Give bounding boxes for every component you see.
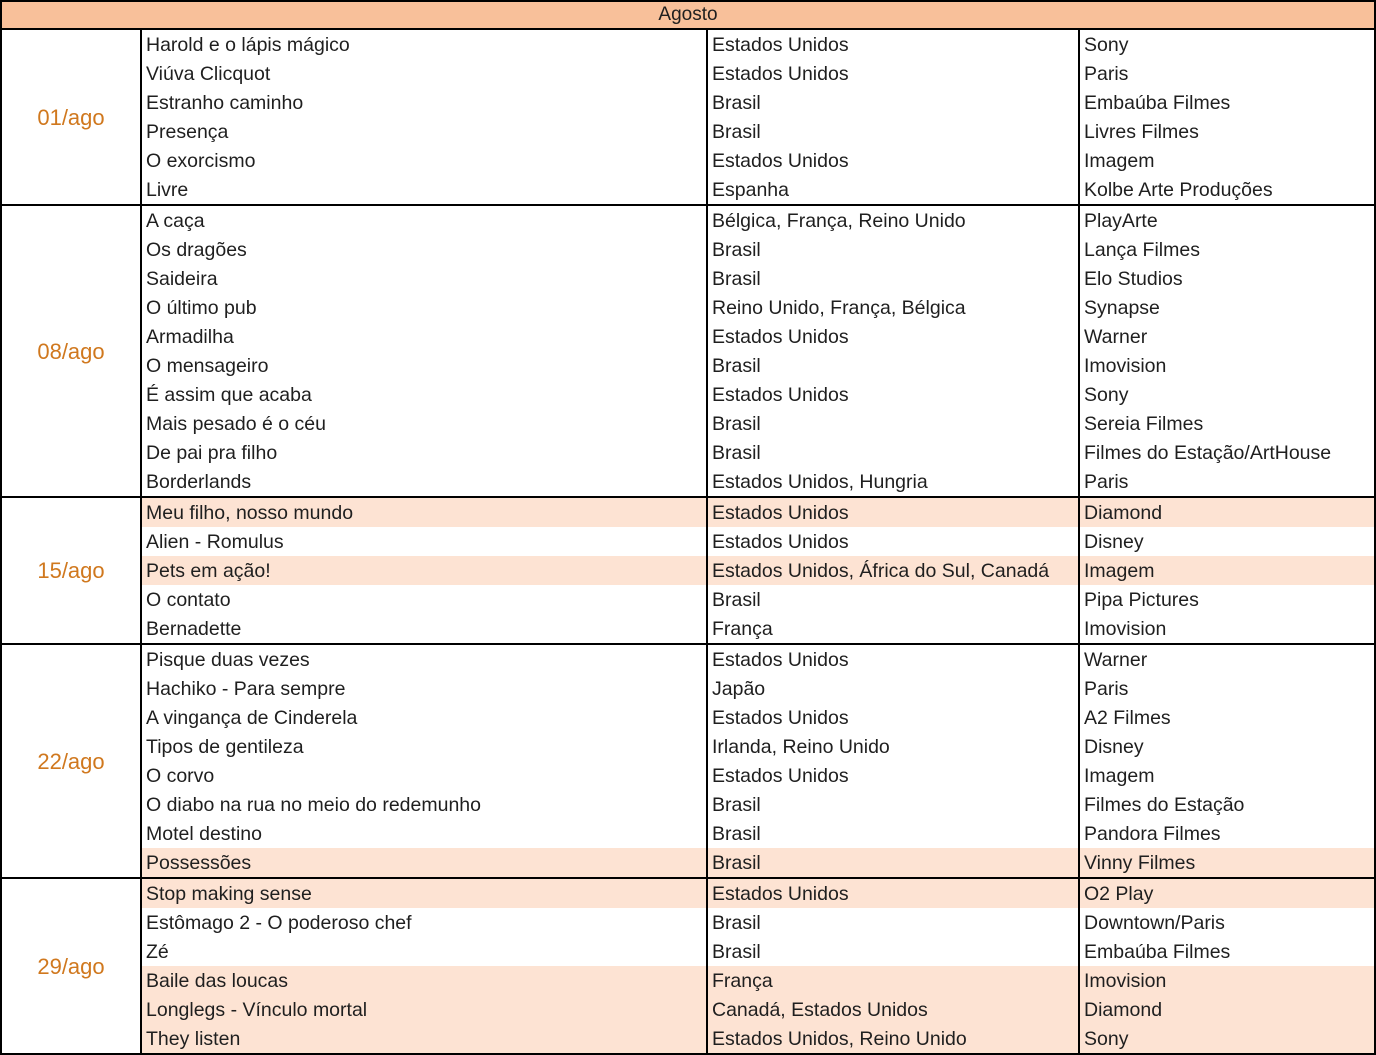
- film-country: França: [708, 966, 1080, 995]
- film-country: Brasil: [708, 351, 1080, 380]
- table-row: [142, 380, 1374, 409]
- film-rows: [142, 645, 1374, 877]
- film-country: Estados Unidos: [708, 498, 1080, 527]
- table-row: [142, 59, 1374, 88]
- table-row: [142, 146, 1374, 175]
- film-distributor: Lança Filmes: [1084, 239, 1200, 261]
- film-distributor: Pandora Filmes: [1084, 823, 1221, 845]
- film-country: Estados Unidos: [708, 380, 1080, 409]
- film-title: O exorcismo: [142, 146, 708, 175]
- film-country: Brasil: [708, 908, 1080, 937]
- film-distributor: Imagem: [1084, 765, 1155, 787]
- film-country: Espanha: [708, 175, 1080, 204]
- film-distributor: Imagem: [1084, 560, 1155, 582]
- film-title: Saideira: [142, 264, 708, 293]
- film-country: Estados Unidos, África do Sul, Canadá: [708, 556, 1080, 585]
- film-rows: [142, 30, 1374, 204]
- film-distributor: Downtown/Paris: [1084, 912, 1225, 934]
- film-country: Brasil: [708, 88, 1080, 117]
- film-title: Mais pesado é o céu: [142, 409, 708, 438]
- film-distributor: Paris: [1084, 678, 1129, 700]
- film-distributor: Filmes do Estação: [1084, 794, 1245, 816]
- film-country: Brasil: [708, 790, 1080, 819]
- table-row: [142, 438, 1374, 467]
- film-title: Viúva Clicquot: [142, 59, 708, 88]
- film-rows: [142, 206, 1374, 496]
- film-title: Armadilha: [142, 322, 708, 351]
- film-distributor: Warner: [1084, 326, 1148, 348]
- table-row: [142, 556, 1374, 585]
- table-row: [142, 206, 1374, 235]
- table-row: [142, 117, 1374, 146]
- table-row: [142, 645, 1374, 674]
- film-country: Brasil: [708, 819, 1080, 848]
- film-title: Motel destino: [142, 819, 708, 848]
- month-header: [0, 0, 1376, 30]
- film-country: França: [708, 614, 1080, 643]
- film-title: O contato: [142, 585, 708, 614]
- table-row: [142, 819, 1374, 848]
- table-row: [142, 498, 1374, 527]
- table-row: [142, 703, 1374, 732]
- film-rows: [142, 879, 1374, 1053]
- film-country: Brasil: [708, 937, 1080, 966]
- table-row: [142, 674, 1374, 703]
- film-distributor: O2 Play: [1084, 883, 1154, 905]
- month-title: Agosto: [658, 4, 718, 25]
- film-distributor: Paris: [1084, 471, 1129, 493]
- table-row: [142, 585, 1374, 614]
- week-date: 15/ago: [2, 498, 142, 643]
- film-rows: [142, 498, 1374, 643]
- film-title: Pisque duas vezes: [142, 645, 708, 674]
- film-title: Tipos de gentileza: [142, 732, 708, 761]
- film-distributor: Livres Filmes: [1084, 121, 1199, 143]
- film-title: Estômago 2 - O poderoso chef: [142, 908, 708, 937]
- week-block: [0, 498, 1376, 645]
- table-row: [142, 293, 1374, 322]
- film-distributor: Synapse: [1084, 297, 1160, 319]
- film-country: Estados Unidos: [708, 146, 1080, 175]
- table-row: [142, 322, 1374, 351]
- film-distributor: Embaúba Filmes: [1084, 92, 1231, 114]
- film-title: Baile das loucas: [142, 966, 708, 995]
- week-block: [0, 30, 1376, 206]
- film-title: Alien - Romulus: [142, 527, 708, 556]
- film-title: Meu filho, nosso mundo: [142, 498, 708, 527]
- film-distributor: Imagem: [1084, 150, 1155, 172]
- table-row: [142, 908, 1374, 937]
- film-distributor: Sereia Filmes: [1084, 413, 1204, 435]
- film-title: Bernadette: [142, 614, 708, 643]
- table-row: [142, 175, 1374, 204]
- table-row: [142, 732, 1374, 761]
- film-country: Brasil: [708, 848, 1080, 877]
- film-distributor: A2 Filmes: [1084, 707, 1171, 729]
- film-title: Presença: [142, 117, 708, 146]
- film-title: Stop making sense: [142, 879, 708, 908]
- week-date: 08/ago: [2, 206, 142, 496]
- week-date: 29/ago: [2, 879, 142, 1053]
- film-country: Japão: [708, 674, 1080, 703]
- film-country: Brasil: [708, 409, 1080, 438]
- film-country: Estados Unidos: [708, 527, 1080, 556]
- film-country: Estados Unidos, Hungria: [708, 467, 1080, 496]
- film-title: O diabo na rua no meio do redemunho: [142, 790, 708, 819]
- week-block: [0, 645, 1376, 879]
- film-distributor: Kolbe Arte Produções: [1084, 179, 1273, 201]
- film-country: Brasil: [708, 117, 1080, 146]
- film-distributor: Warner: [1084, 649, 1148, 671]
- film-distributor: Imovision: [1084, 355, 1167, 377]
- film-country: Canadá, Estados Unidos: [708, 995, 1080, 1024]
- week-block: [0, 879, 1376, 1055]
- table-row: [142, 1024, 1374, 1053]
- film-distributor: Sony: [1084, 1028, 1129, 1050]
- film-title: Os dragões: [142, 235, 708, 264]
- film-title: É assim que acaba: [142, 380, 708, 409]
- film-distributor: Imovision: [1084, 618, 1167, 640]
- table-row: [142, 467, 1374, 496]
- film-title: Possessões: [142, 848, 708, 877]
- film-distributor: Diamond: [1084, 999, 1163, 1021]
- table-row: [142, 527, 1374, 556]
- film-country: Estados Unidos: [708, 322, 1080, 351]
- table-row: [142, 409, 1374, 438]
- film-country: Estados Unidos: [708, 30, 1080, 59]
- table-row: [142, 879, 1374, 908]
- film-distributor: Paris: [1084, 63, 1129, 85]
- film-title: Harold e o lápis mágico: [142, 30, 708, 59]
- table-row: [142, 88, 1374, 117]
- film-title: Estranho caminho: [142, 88, 708, 117]
- film-title: O corvo: [142, 761, 708, 790]
- film-title: O mensageiro: [142, 351, 708, 380]
- table-row: [142, 264, 1374, 293]
- film-country: Brasil: [708, 438, 1080, 467]
- film-title: They listen: [142, 1024, 708, 1053]
- film-distributor: Embaúba Filmes: [1084, 941, 1231, 963]
- table-row: [142, 790, 1374, 819]
- film-country: Brasil: [708, 264, 1080, 293]
- film-country: Estados Unidos, Reino Unido: [708, 1024, 1080, 1053]
- film-country: Estados Unidos: [708, 703, 1080, 732]
- film-title: A caça: [142, 206, 708, 235]
- film-distributor: Disney: [1084, 736, 1144, 758]
- film-distributor: Vinny Filmes: [1084, 852, 1196, 874]
- film-country: Estados Unidos: [708, 59, 1080, 88]
- table-row: [142, 351, 1374, 380]
- film-title: A vingança de Cinderela: [142, 703, 708, 732]
- film-distributor: Elo Studios: [1084, 268, 1183, 290]
- week-blocks: [0, 30, 1376, 1055]
- film-country: Estados Unidos: [708, 879, 1080, 908]
- film-title: Longlegs - Vínculo mortal: [142, 995, 708, 1024]
- film-title: O último pub: [142, 293, 708, 322]
- table-row: [142, 937, 1374, 966]
- film-distributor: Disney: [1084, 531, 1144, 553]
- film-distributor: Imovision: [1084, 970, 1167, 992]
- film-country: Estados Unidos: [708, 761, 1080, 790]
- film-title: Hachiko - Para sempre: [142, 674, 708, 703]
- table-row: [142, 30, 1374, 59]
- week-date: 22/ago: [2, 645, 142, 877]
- film-distributor: PlayArte: [1084, 210, 1158, 232]
- film-title: Borderlands: [142, 467, 708, 496]
- film-distributor: Diamond: [1084, 502, 1163, 524]
- table-row: [142, 995, 1374, 1024]
- film-distributor: Sony: [1084, 384, 1129, 406]
- film-title: Livre: [142, 175, 708, 204]
- film-country: Brasil: [708, 585, 1080, 614]
- film-title: De pai pra filho: [142, 438, 708, 467]
- film-distributor: Filmes do Estação/ArtHouse: [1084, 442, 1332, 464]
- film-distributor: Sony: [1084, 34, 1129, 56]
- film-title: Pets em ação!: [142, 556, 708, 585]
- table-row: [142, 966, 1374, 995]
- table-row: [142, 761, 1374, 790]
- week-date: 01/ago: [2, 30, 142, 204]
- table-row: [142, 235, 1374, 264]
- table-row: [142, 614, 1374, 643]
- table-row: [142, 848, 1374, 877]
- film-distributor: Pipa Pictures: [1084, 589, 1199, 611]
- film-title: Zé: [142, 937, 708, 966]
- film-country: Bélgica, França, Reino Unido: [708, 206, 1080, 235]
- film-country: Reino Unido, França, Bélgica: [708, 293, 1080, 322]
- week-block: [0, 206, 1376, 498]
- film-country: Brasil: [708, 235, 1080, 264]
- film-country: Estados Unidos: [708, 645, 1080, 674]
- film-country: Irlanda, Reino Unido: [708, 732, 1080, 761]
